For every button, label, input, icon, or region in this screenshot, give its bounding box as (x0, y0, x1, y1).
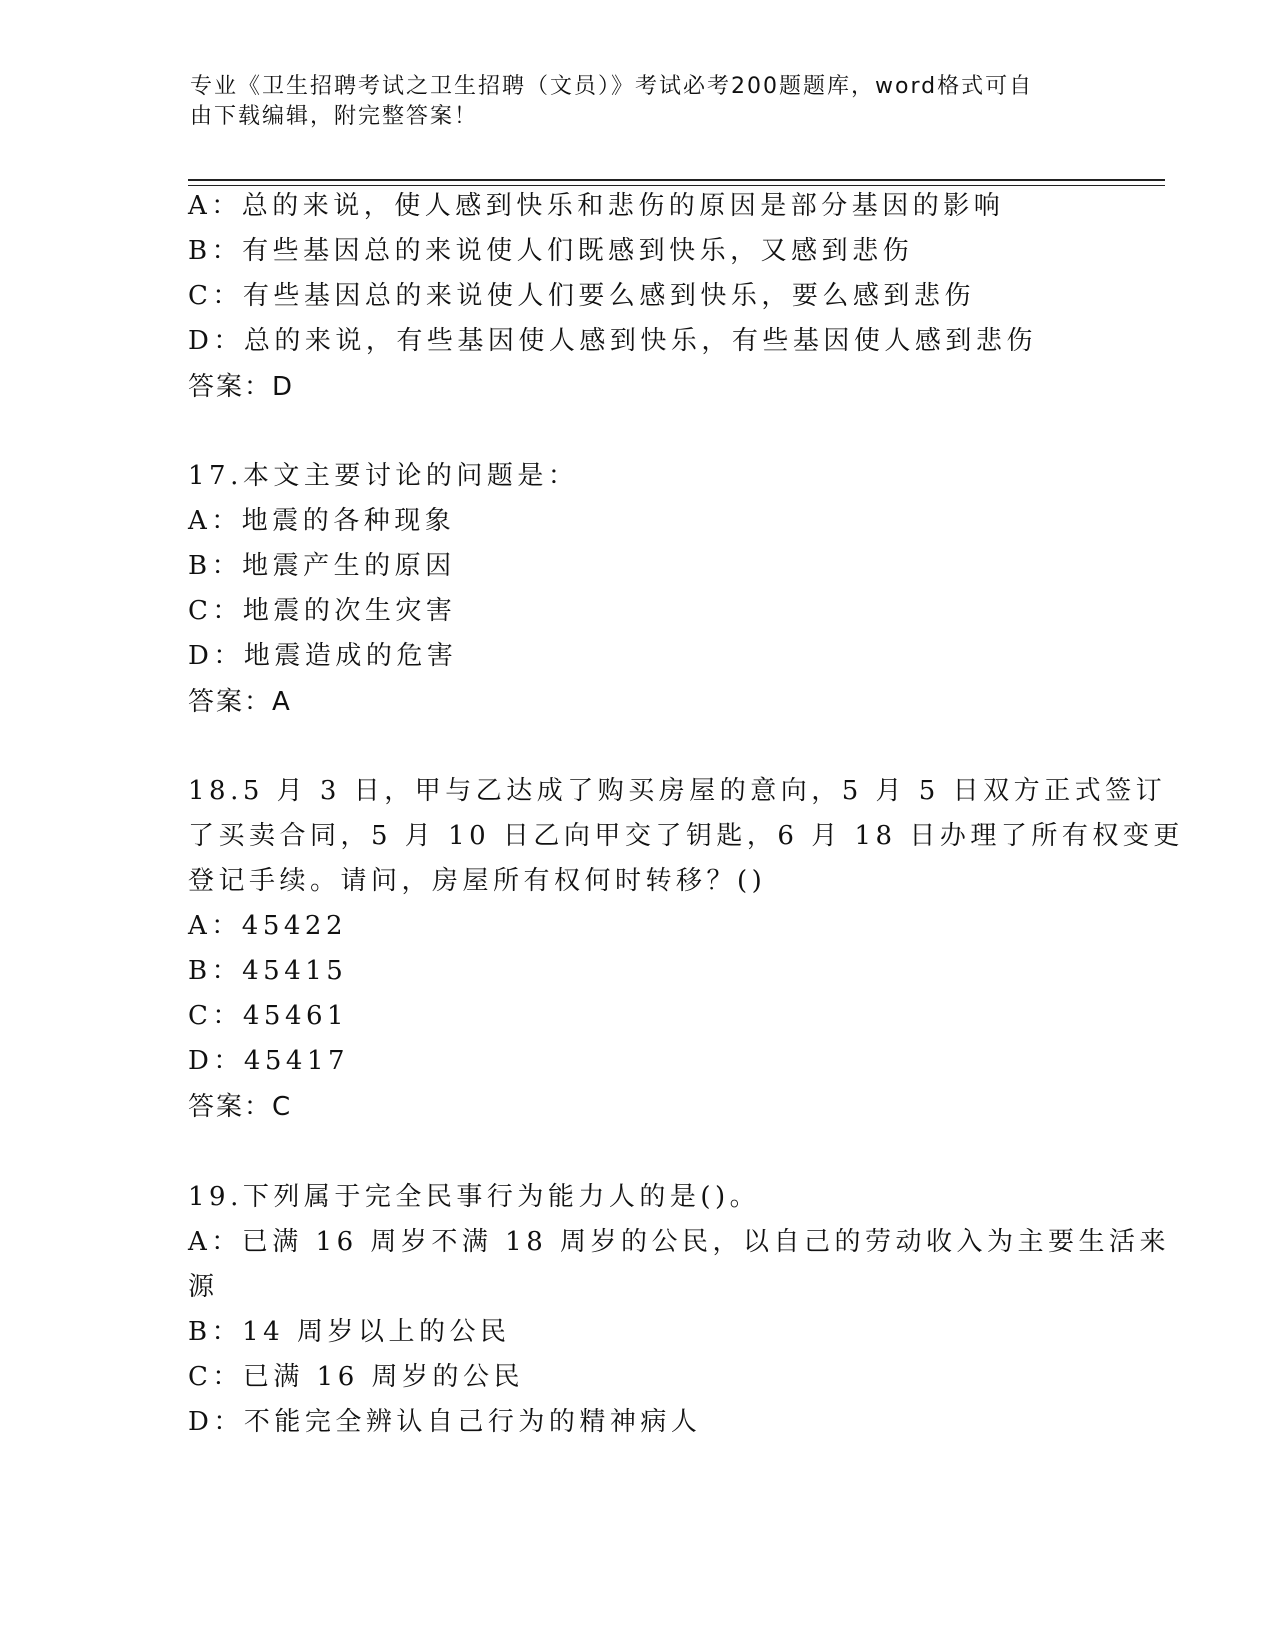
q19-option-a-continued: 源 (188, 1272, 219, 1302)
header-line-1: 专业《卫生招聘考试之卫生招聘（文员）》考试必考200题题库，word格式可自 (190, 74, 1034, 99)
q17-option-c: C：地震的次生灾害 (188, 596, 457, 626)
q19-option-c: C：已满 16 周岁的公民 (188, 1362, 525, 1392)
q17-option-d: D：地震造成的危害 (188, 641, 458, 671)
q16-answer: 答案：D (188, 372, 295, 402)
q17-answer: 答案：A (188, 687, 292, 717)
q17-option-b: B：地震产生的原因 (188, 551, 456, 581)
header-divider-thin (188, 185, 1165, 186)
q16-option-b: B：有些基因总的来说使人们既感到快乐，又感到悲伤 (188, 236, 914, 266)
q19-option-a: A：已满 16 周岁不满 18 周岁的公民，以自己的劳动收入为主要生活来 (188, 1227, 1171, 1257)
q18-question-line-3: 登记手续。请问，房屋所有权何时转移？() (188, 866, 767, 896)
document-header (190, 72, 1080, 132)
header-line-2: 由下载编辑，附完整答案！ (190, 104, 479, 129)
header-divider-thick (188, 179, 1165, 181)
q17-question: 17.本文主要讨论的问题是： (188, 461, 579, 491)
q18-question-line-2: 了买卖合同，5 月 10 日乙向甲交了钥匙，6 月 18 日办理了所有权变更 (188, 821, 1184, 851)
q19-option-d: D：不能完全辨认自己行为的精神病人 (188, 1407, 702, 1437)
q19-question: 19.下列属于完全民事行为能力人的是()。 (188, 1182, 761, 1212)
q16-option-a: A：总的来说，使人感到快乐和悲伤的原因是部分基因的影响 (188, 191, 1005, 221)
q17-option-a: A：地震的各种现象 (188, 506, 456, 536)
q18-question-line-1: 18.5 月 3 日，甲与乙达成了购买房屋的意向，5 月 5 日双方正式签订 (188, 776, 1167, 806)
q18-option-d: D：45417 (188, 1046, 350, 1076)
q16-option-c: C：有些基因总的来说使人们要么感到快乐，要么感到悲伤 (188, 281, 975, 311)
q18-answer: 答案：C (188, 1092, 293, 1122)
q18-option-a: A：45422 (188, 911, 347, 941)
q19-option-b: B：14 周岁以上的公民 (188, 1317, 511, 1347)
q18-option-b: B：45415 (188, 956, 348, 986)
q16-option-d: D：总的来说，有些基因使人感到快乐，有些基因使人感到悲伤 (188, 326, 1037, 356)
q18-option-c: C：45461 (188, 1001, 349, 1031)
